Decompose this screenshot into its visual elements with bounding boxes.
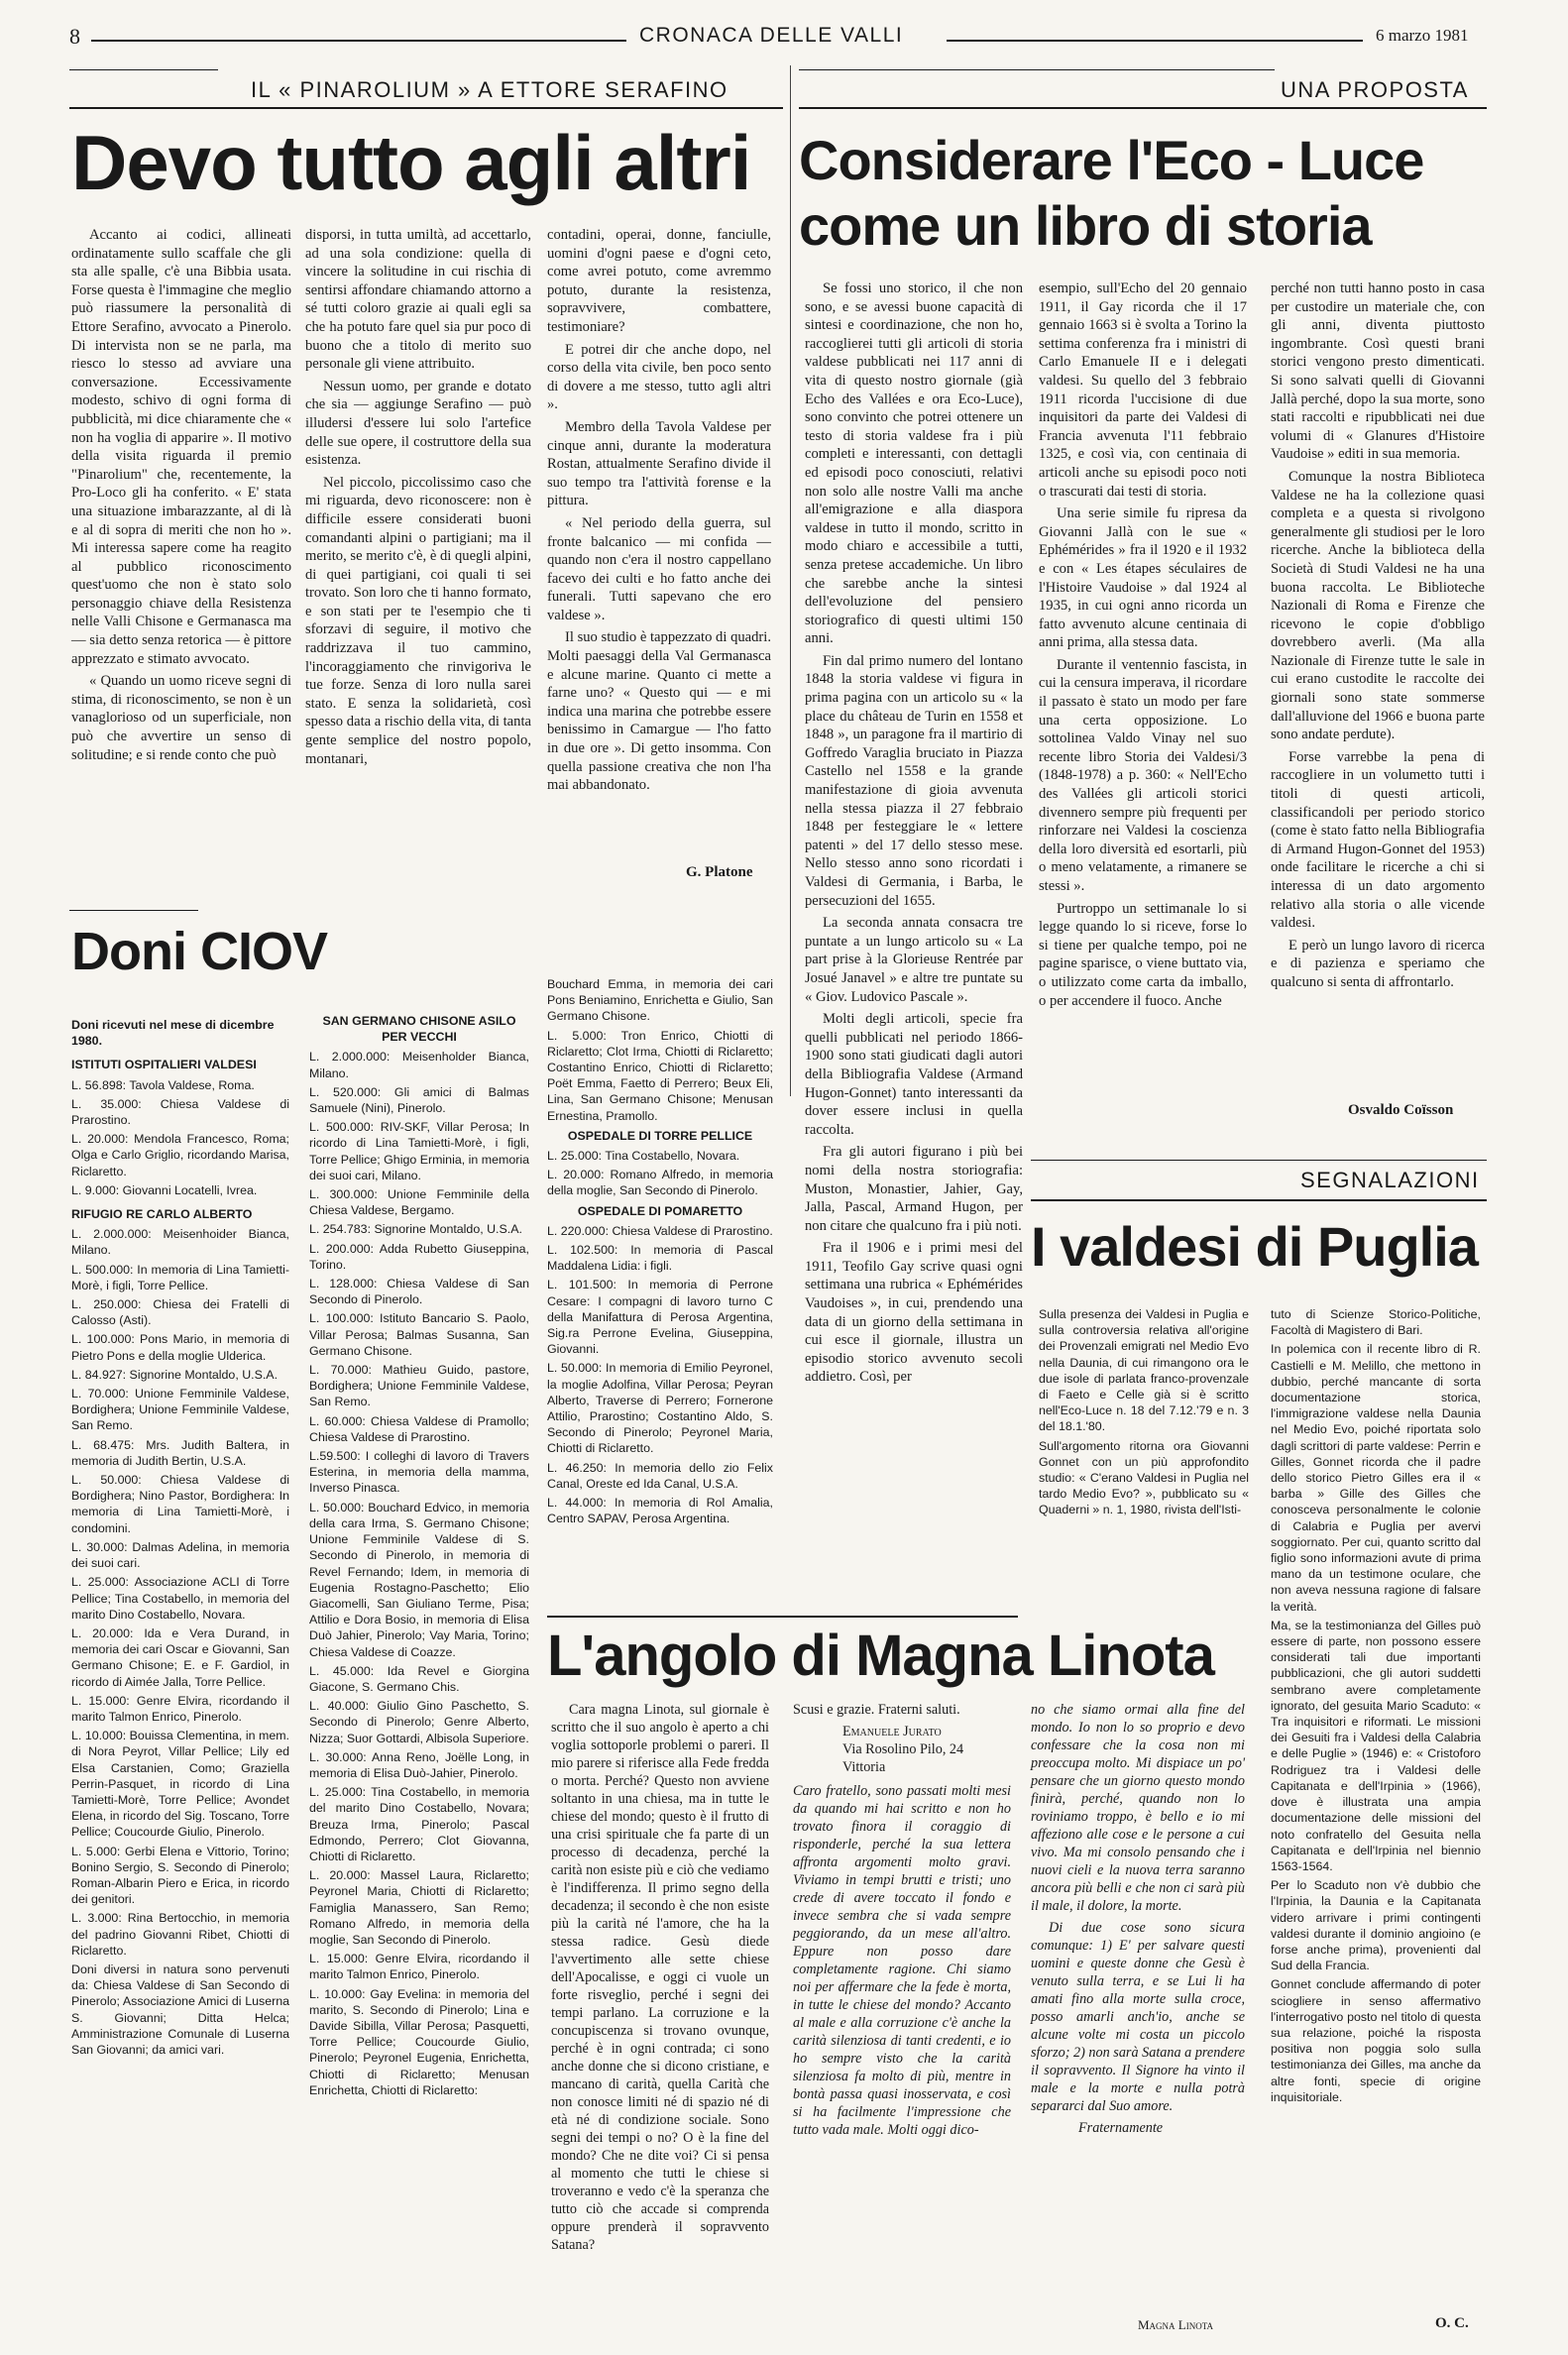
a3-column-3 (547, 976, 773, 1621)
donation-entry: L. 15.000: Genre Elvira, ricordando il marito Talmon Enrico, Pinerolo. (309, 1952, 529, 1982)
header-rule-left (91, 40, 626, 42)
a4-c1-p1: Sulla presenza dei Valdesi in Puglia e sulla controversia relativa all'origine dei Provenzali emigrati nel Medio Evo nella Daunia, di cui rimangono ora le due isole di parlata franco-provenzale di Faeto e Celle già si è scritto nell'Eco-Luce n. 18 del 7.12.'79 e n. 3 del 18.1.'80. (1039, 1307, 1249, 1434)
donation-entry: L. 40.000: Giulio Gino Paschetto, S. Secondo di Pinerolo; Genre Alberto, Nizza; Suor Gottardi, Albisola Superiore. (309, 1699, 529, 1745)
donation-entry: L. 20.000: Massel Laura, Riclaretto; Peyronel Maria, Chiotti di Riclaretto; Famiglia Manassero, San Remo; Romano Alfredo, in memoria della moglie, San Secondo di Pinerolo. (309, 1868, 529, 1947)
donation-entry: L. 25.000: Associazione ACLI di Torre Pellice; Tina Costabello, in memoria del marito Dino Costabello, Novara. (71, 1575, 289, 1622)
a1-column-1 (71, 226, 291, 905)
donation-entry: L. 35.000: Chiesa Valdese di Prarostino. (71, 1096, 289, 1128)
donation-entry: L. 5.000: Gerbi Elena e Vittorio, Torino; Bonino Sergio, S. Secondo di Pinerolo; Roman-Albarin Piero e Erica, in ricordo dei genitori. (71, 1844, 289, 1907)
a2-column-2 (1039, 280, 1247, 1132)
a2-c2-p1: esempio, sull'Echo del 20 gennaio 1911, il Gay ricorda che il 17 gennaio 1663 si è svolta a Torino la settima conferenza fra i ministri di Carlo Emanuele II e i delegati valdesi. Su quello del 3 febbraio 1911 ricorda l'uccisione di due inquisitori da parte dei Valdesi di Francia avvenuta l'11 febbraio 1325, e così via, con centinaia di articoli anche su episodi poco noti o trascurati dai testi di storia. (1039, 280, 1247, 500)
a2-headline-line2: come un libro di storia (799, 194, 1372, 257)
a5-c1-p1: Cara magna Linota, sul giornale è scritto che il suo angolo è aperto a chi voglia sottoporle problemi o pareri. Il mio parere si riferisce alla Fede fredda o morta. Perché? Questo non avviene soltanto in una chiesa, ma in tutte le chiese del mondo; questo è il frutto di una crisi spirituale che fa parte di un processo di decadenza, perché la carità non esiste più e ciò che vediamo è l'indifferenza. Il primo segno della decadenza; il secondo è che non esiste più la carità né l'amore, che ha la stessa radice. Gesù diede l'avvertimento alle sette chiese dell'Apocalisse, e oggi ci vuole un forte risveglio, perché i segni dei tempi parlano. La corruzione e la concupiscenza si trovano ovunque, perché è in ogni contrada; ci sono anche donne che si dicono cristiane, e mancano di carità, quella Carità che non conosce limiti né di spazio né di età né di condizione sociale. Sono segni dei tempi o no? O è la fine del mondo? Che ne dite voi? Ci si pensa al momento che tutti le chiese si troveranno e vedo c'è la speranza che tutto ciò che accade si comprenda oppure prenderà il sopravvento Satana? (551, 1702, 769, 2253)
donation-entry: Doni diversi in natura sono pervenuti da: Chiesa Valdese di San Secondo di Pinerolo; Associazione Amici di Luserna S. Giovanni; Ditta Helca; Amministrazione Comunale di Luserna San Giovanni; da amici vari. (71, 1962, 289, 2057)
a4-c1-p2: Sull'argomento ritorna ora Giovanni Gonnet con un più approfondito studio: « C'erano Valdesi in Puglia nel tardo Medio Evo? », pubblicato su « Quaderni » n. 1, 1980, rivista dell'Isti- (1039, 1438, 1249, 1517)
donation-entry: L. 520.000: Gli amici di Balmas Samuele (Nini), Pinerolo. (309, 1084, 529, 1116)
a4-kicker: SEGNALAZIONI (1300, 1168, 1480, 1192)
a1-c2-p2: Nessun uomo, per grande e dotato che sia — aggiunge Serafino — può illudersi d'essere lui solo l'artefice delle sue opere, il costruttore della sua esistenza. (305, 378, 531, 469)
a4-c2-p1: tuto di Scienze Storico-Politiche, Facoltà di Magistero di Bari. (1271, 1307, 1481, 1338)
donation-entry: L. 2.000.000: Meisenhoider Bianca, Milano. (71, 1227, 289, 1258)
a3-top-rule (69, 910, 198, 911)
a1-c1-p1: Accanto ai codici, allineati ordinatamente sullo scaffale che gli sta alle spalle, c'è una Bibbia usata. Forse questa è l'immagine che meglio può riassumere la personalità di Ettore Serafino, avvocato a Pinerolo. Di intervista non se ne parla, ma riesco lo stesso ad avviare una conversazione. Eccessivamente modesto, schivo di ogni forma di pubblicità, mi dice chiaramente che « non ha voglia di apparire ». Il motivo della visita riguarda il premio "Pinarolium" che, recentemente, la Pro-Loco gli ha conferito. « E' stata una situazione imbarazzante, al di là e al di sopra di meriti che non ho ». Mi interessa sapere come ha reagito al pubblico riconoscimento quest'uomo che non è stato solo personaggio chiave della Resistenza nelle Valli Chisone e Germanasca ma — sia detto senza retorica — è pittore apprezzato e stimato avvocato. (71, 227, 291, 667)
donation-entry: L. 100.000: Pons Mario, in memoria di Pietro Pons e della moglie Ulderica. (71, 1332, 289, 1363)
a4-c2-p3: Ma, se la testimonianza del Gilles può essere di parte, non possono essere considerati tali due importanti pubblicazioni, che gli autori suddetti sembrano avere completamente ignorato, del gesuita Mario Scaduto: « Tra inquisitori e riformati. Le missioni dei Gesuiti fra i Valdesi della Calabria e delle Puglie » (1946) e: « Cristoforo Rodriguez tra i Valdesi delle Capitanata e dell'Irpinia » (1966), dove è illustrata una ampia documentazione delle missioni del noto confratello del Gesuita nella Capitanata e dell'Irpinia nel biennio 1563-1564. (1271, 1618, 1481, 1873)
donation-entry: L. 10.000: Gay Evelina: in memoria del marito, S. Secondo di Pinerolo; Lina e Davide Sibilla, Villar Perosa; Pasquetti, Torre Pellice; Coucourde Giulio, Pinerolo; Peyronel Eugenia, Enrichetta, Chiotti di Riclaretto; Menusan Enrichetta, Chiotti di Riclaretto: (309, 1986, 529, 2097)
a5-c3-p3: Fraternamente (1078, 2120, 1164, 2136)
a2-headline-line1: Considerare l'Eco - Luce (799, 129, 1424, 191)
a5-headline: L'angolo di Magna Linota (547, 1624, 1214, 1688)
a5-author-address1: Via Rosolino Pilo, 24 (842, 1741, 964, 1757)
a2-column-1 (805, 280, 1023, 1386)
a4-c2-p5: Gonnet conclude affermando di poter sciogliere in senso affermativo l'interrogativo posto nel titolo di questa sua relazione, poiché la risposta positiva non poggia solo sulla testimonianza dei Gilles, ma anche da altre fonti, specie di origine inquisitoriale. (1271, 1977, 1481, 2104)
donation-entry: L. 2.000.000: Meisenholder Bianca, Milano. (309, 1050, 529, 1080)
page-number: 8 (69, 24, 80, 49)
donation-section-heading: ISTITUTI OSPITALIERI VALDESI (71, 1058, 257, 1072)
a4-c2-p2: In polemica con il recente libro di R. Castielli e M. Melillo, che mettono in dubbio, perché mancante di sorta documentazione storica, l'immigrazione valdese nella Daunia nel Medio Evo, poiché riportata solo dagli scrittori di parte valdese: Perrin e Gilles, Gonnet ricorda che il padre dello storico Pietro Gilles era il « barba » Gille des Gilles che conosceva personalmente le colonie di Calabria e Puglia per avervi soggiornato. Per cui, quanto scritto dal figlio sono informazioni avute di prima mano da un testimone oculare, che non aveva nessuna ragione di falsare la verità. (1271, 1342, 1481, 1614)
a4-kicker-rule (1031, 1199, 1487, 1201)
a5-author-address2: Vittoria (842, 1759, 886, 1775)
a2-c1-p5: Fra gli autori figurano i più bei nomi della nostra storiografia: Muston, Monastier, Jahier, Gay, Jalla, Pascal, Armand Hugon, per non citare che qualcuno fra i più noti. (805, 1144, 1023, 1234)
a2-c3-p1: perché non tutti hanno posto in casa per custodire un materiale che, con gli anni, diventa piuttosto ingombrante. Così questi brani storici vengono presto dimenticati. Si sono salvati quelli di Giovanni Jallà perché, dopo la sua morte, sono stati raccolti e ripubblicati nei due volumi di « Glanures d'Histoire Vaudoise » editi in sua memoria. (1271, 280, 1485, 463)
donation-entry: L. 500.000: RIV-SKF, Villar Perosa; In ricordo di Lina Tamietti-Morè, i figli, Torre Pellice; Ghigo Erminia, in memoria dei suoi cari, Milano. (309, 1120, 529, 1182)
a5-column-1 (551, 1701, 769, 2335)
a2-kicker-rule (799, 107, 1487, 109)
donation-entry: L. 25.000: Tina Costabello, in memoria del marito Dino Costabello, Novara; Breuza Irma, Pinerolo; Pascal Edmondo, Perrero; Clot Giovanna, Chiotti di Riclaretto. (309, 1785, 529, 1863)
a1-top-rule (69, 69, 218, 70)
a5-c3-p1: no che siamo ormai alla fine del mondo. Io non lo so proprio e devo confessare che la cosa non mi preoccupa molto. Mi dispiace un po' pensare che un giorno questo mondo finirà, perché, quando non lo roviniamo troppo, è bello e io mi affeziono alle cose e le persone a cui vivo. Ma mi consolo pensando che i nuovi cieli e la nuova terra saranno ancora più belli e che non ci sarà più il male, il dolore, la morte. (1031, 1702, 1245, 1914)
issue-date: 6 marzo 1981 (1376, 26, 1469, 45)
a2-column-3 (1271, 280, 1485, 1096)
donation-section-heading: Doni ricevuti nel mese di dicembre 1980. (71, 1018, 275, 1049)
a2-c2-p3: Durante il ventennio fascista, in cui la censura imperava, il ricordare il passato è stato un modo per fare una certa opposizione. Lo sottolinea Valdo Vinay nel suo recente libro Storia dei Valdesi/3 (1848-1978) a p. 360: « Nell'Echo des Vallées gli articoli storici divennero sempre più frequenti per rinforzare nei Valdesi la coscienza della loro diversità ed esortarli, più o meno velatamente, a rimanere se stessi ». (1039, 656, 1247, 894)
donation-entry: L. 102.500: In memoria di Pascal Maddalena Lidia: i figli. (547, 1243, 773, 1274)
donation-entry: L. 50.000: In memoria di Emilio Peyronel, la moglie Adolfina, Villar Perosa; Peyran Alberto, Traverse di Perrero; Fornerone Attilio, Prarostino; Costantino Aldo, S. Secondo di Pinerolo; Peyronel Maria, Chiotti di Riclaretto. (547, 1361, 773, 1456)
donation-entry: L. 200.000: Adda Rubetto Giuseppina, Torino. (309, 1241, 529, 1272)
a2-c3-p4: E però un lungo lavoro di ricerca e di pazienza e speriamo che qualcuno si senta di affrontarlo. (1271, 937, 1485, 990)
a2-c1-p2: Fin dal primo numero del lontano 1848 la storia valdese vi figura in prima pagina con un articolo su « la place du château de Turin en 1558 et 1848 », un paragone fra il martirio di Goffredo Varaglia bruciato in Piazza Castello nel 1558 e la grande manifestazione di gioia avvenuta nella stessa piazza il 27 febbraio 1848 per festeggiare le « lettere patenti » del 17 dello stesso mese. Nello stesso anno sono ricordati i Valdesi di Germania, i Barba, le persecuzioni del 1655. (805, 652, 1023, 909)
a5-column-2 (793, 1701, 1011, 2335)
header-rule-right (947, 40, 1363, 42)
a1-kicker-rule (69, 107, 783, 109)
a4-signature: O. C. (1435, 2315, 1469, 2331)
donation-entry: L. 100.000: Istituto Bancario S. Paolo, Villar Perosa; Balmas Susanna, San Germano Chisone. (309, 1311, 529, 1358)
a4-column-2 (1271, 1306, 1481, 2307)
a2-c3-p2: Comunque la nostra Biblioteca Valdese ne ha la collezione quasi completa e a questa si rivolgono generalmente gli studiosi per le loro ricerche. Anche la biblioteca della Società di Studi Valdesi ne ha una buona raccolta. Le Biblioteche Nazionali di Roma e Firenze che ricevono le copie d'obbligo dovrebbero averli. (Ma alla Nazionale di Firenze tutte le sale in cui erano custodite le raccolte dei giornali sono state sommerse dall'alluvione del 1966 e buona parte sono andate perdute). (1271, 468, 1485, 743)
a2-c3-p3: Forse varrebbe la pena di raccogliere in un volumetto tutti i titoli di questi articoli, classificandoli per periodo storico (come è stato fatto nella Bibliografia di Armand Hugon-Gonnet del 1953) onde facilitare le ricerche a chi si interessa di un dato argomento relativo alla storia o alle vicende valdesi. (1271, 748, 1485, 932)
donation-entry: L. 60.000: Chiesa Valdese di Pramollo; Chiesa Valdese di Prarostino. (309, 1413, 529, 1444)
a1-c1-p2: « Quando un uomo riceve segni di stima, di riconoscimento, se non è un vanaglorioso od un superficiale, non può che avvertire un senso di solitudine; e si rende conto che può (71, 673, 291, 763)
donation-entry: L. 500.000: In memoria di Lina Tamietti-Morè, i figli, Torre Pellice. (71, 1262, 289, 1292)
a1-c2-p3: Nel piccolo, piccolissimo caso che mi riguarda, devo riconoscere: non è difficile essere considerati buoni comandanti alpini o partigiani; ma il merito, se merito c'è, è di quegli alpini, di quei partigiani, coi quali ti sei trovato. Son loro che ti hanno formato, e son stati per te l'esempio che ti sforzavi di seguire, il motivo che raddrizzava il tuo cammino, l'incoraggiamento che rinvigoriva le tue forze. Senza di loro nulla sarei stato. E senza la solidarietà, così spesso data a rischio della vita, di tanta gente semplice del nostro popolo, montanari, (305, 474, 531, 767)
a3-headline: Doni CIOV (71, 922, 327, 981)
a5-signature: Magna Linota (1138, 2317, 1214, 2332)
donation-entry: L. 25.000: Tina Costabello, Novara. (547, 1149, 740, 1164)
donation-entry: L. 5.000: Tron Enrico, Chiotti di Riclaretto; Clot Irma, Chiotti di Riclaretto; Costantino Enrico, Chiotti di Riclaretto; Poët Emma, Faetto di Perrero; Beux Eli, Lina, San Germano Chisone; Menusan Ernestina, Pramollo. (547, 1028, 773, 1123)
a2-c1-p1: Se fossi uno storico, il che non sono, e se avessi buone capacità di sintesi e coordinazione, che non ho, raccoglierei tutti gli articoli di storia valdese pubblicati nei 117 anni di vita di questo nostro giornale (già Echo des Vallées e ora Eco-Luce), sono convinto che potrei ottenere un testo di storia valdese fra i più completi e interessanti, con dettagli ed episodi poco conosciuti, relativi non solo alle nostre Valli ma anche all'emigrazione e alla diaspora valdese in tutto il mondo, scritto in modo chiaro e accessibile a tutti, senza pretese accademiche. Un libro che sarebbe anche la sintesi dell'evoluzione del pensiero storiografico di questi ultimi 150 anni. (805, 280, 1023, 647)
a5-c3-p2: Di due cose sono sicura comunque: 1) E' per salvare questi uomini e queste donne che Gesù è venuto sulla terra, e se Lui li ha amati fino alla morte sulla croce, posso amarli anch'io, anche se alcune volte mi costa un piccolo sforzo; 2) non sarà Satana a prendere il sopravvento. Il Signore ha vinto il male e la morte e nulla potrà separarci dal Suo amore. (1031, 1920, 1245, 2114)
donation-entry: L. 20.000: Romano Alfredo, in memoria della moglie, San Secondo di Pinerolo. (547, 1168, 773, 1198)
donation-entry: L. 254.783: Signorine Montaldo, U.S.A. (309, 1222, 522, 1237)
a5-author-name: Emanuele Jurato (842, 1724, 942, 1739)
donation-section-heading: RIFUGIO RE CARLO ALBERTO (71, 1207, 253, 1222)
donation-entry: L. 30.000: Dalmas Adelina, in memoria dei suoi cari. (71, 1539, 289, 1571)
donation-entry: L. 56.898: Tavola Valdese, Roma. (71, 1077, 255, 1092)
a1-c3-p1: contadini, operai, donne, fanciulle, uomini d'ogni paese e d'ogni ceto, come avrei potuto, come avremmo potuto, durante la resistenza, sopravvivere, combattere, testimoniare? (547, 227, 771, 335)
a4-top-rule (1031, 1160, 1487, 1161)
a2-c1-p3: La seconda annata consacra tre puntate a un lungo articolo su « La part prise à la Glorieuse Rentrée par Josué Janavel » e altre tre puntate su « Giov. Ludovico Pascale ». (805, 915, 1023, 1005)
a1-c3-p4: « Nel periodo della guerra, sul fronte balcanico — mi confida — quando non c'era il nostro cappellano facevo dei culti e ho fatto anche dei funerali. Tutti sapevano che ero valdese ». (547, 514, 771, 623)
donation-entry: L. 70.000: Mathieu Guido, pastore, Bordighera; Unione Femminile Valdese, San Remo. (309, 1363, 529, 1409)
a2-signature: Osvaldo Coïsson (1348, 1102, 1454, 1118)
a1-headline: Devo tutto agli altri (71, 119, 751, 206)
donation-entry: L. 68.475: Mrs. Judith Baltera, in memoria di Judith Bertin, U.S.A. (71, 1437, 289, 1468)
a4-column-1 (1039, 1306, 1249, 1614)
a4-c2-p4: Per lo Scaduto non v'è dubbio che l'Irpinia, la Daunia e la Capitanata videro arrivare i primi contingenti valdesi durante il dominio angioino (e forse anche prima), provenienti dal Sud della Francia. (1271, 1878, 1481, 1973)
donation-section-heading: OSPEDALE DI POMARETTO (577, 1203, 743, 1218)
donation-entry: L. 101.500: In memoria di Perrone Cesare: I compagni di lavoro turno C della Manifattura di Perosa Argentina, Sig.ra Perrone Evelina, Giuseppina, Giovanni. (547, 1278, 773, 1357)
a2-top-rule (799, 69, 1275, 70)
donation-entry: L. 300.000: Unione Femminile della Chiesa Valdese, Bergamo. (309, 1187, 529, 1218)
donation-entry: L. 30.000: Anna Reno, Joëlle Long, in memoria di Elisa Duò-Jahier, Pinerolo. (309, 1749, 529, 1780)
a1-c3-p3: Membro della Tavola Valdese per cinque anni, durante la moderatura Rostan, attualmente Serafino divide il suo tempo tra l'attività forense e la pittura. (547, 418, 771, 509)
donation-entry: L. 128.000: Chiesa Valdese di San Secondo di Pinerolo. (309, 1277, 529, 1307)
a2-c1-p6: Fra il 1906 e i primi mesi del 1911, Teofilo Gay scrive quasi ogni settimana una rubrica « Ephémérides Vaudoises », in cui, prendendo una data di un giorno della settimana in cui esce il giornale, illustra un episodio storico avvenuto secoli addietro. Così, per (805, 1240, 1023, 1386)
a5-top-rule (547, 1616, 1018, 1618)
donation-entry: L. 220.000: Chiesa Valdese di Prarostino. (547, 1223, 773, 1238)
donation-entry: Bouchard Emma, in memoria dei cari Pons Beniamino, Enrichetta e Giulio, San Germano Chisone. (547, 977, 773, 1024)
donation-entry: L. 46.250: In memoria dello zio Felix Canal, Oreste ed Ida Canal, U.S.A. (547, 1460, 773, 1491)
donation-section-heading: SAN GERMANO CHISONE ASILO PER VECCHI (322, 1014, 516, 1045)
donation-entry: L. 250.000: Chiesa dei Fratelli di Calosso (Asti). (71, 1297, 289, 1328)
a5-c2-p1: Scusi e grazie. Fraterni saluti. (793, 1702, 960, 1718)
a2-kicker: UNA PROPOSTA (1281, 77, 1469, 102)
donation-entry: L. 45.000: Ida Revel e Giorgina Giacone, S. Germano Chis. (309, 1663, 529, 1694)
donation-entry: L. 70.000: Unione Femminile Valdese, Bordighera; Unione Femminile Valdese, San Remo. (71, 1387, 289, 1433)
donation-entry: L. 15.000: Genre Elvira, ricordando il marito Talmon Enrico, Pinerolo. (71, 1693, 289, 1724)
a4-headline: I valdesi di Puglia (1031, 1215, 1478, 1278)
donation-entry: L. 3.000: Rina Bertocchio, in memoria del padrino Giovanni Ribet, Chiotti di Riclaretto. (71, 1911, 289, 1958)
a5-c2-p2: Caro fratello, sono passati molti mesi da quando mi hai scritto e non ho trovato finora il coraggio di risponderle, perché la sua lettera affronta argomenti molto gravi. Viviamo in tempi brutti e tristi; uno crede di avere toccato il fondo e invece sembra che si vada sempre peggiorando, da un mese all'altro. Eppure non posso dare completamente ragione. Chi siamo noi per affermare che la fede è morta, in tutte le chiese del mondo? Accanto al male e alla corruzione c'è anche la carità silenziosa di tanti credenti, e io ho sempre visto che la carità silenziosa fa molto di più, mentre in bontà passa quasi inosservata, e così si ha facilmente l'impressione che tutto vada male. Molti oggi dico- (793, 1783, 1011, 2138)
a1-signature: G. Platone (686, 864, 753, 880)
donation-entry: L. 20.000: Ida e Vera Durand, in memoria dei cari Oscar e Giovanni, San Germano Chisone; E. e F. Gardiol, in ricordo di Aimée Jalla, Torre Pellice. (71, 1626, 289, 1689)
a5-column-3 (1031, 1701, 1245, 2315)
donation-entry: L. 84.927: Signorine Montaldo, U.S.A. (71, 1367, 279, 1382)
donation-section-heading: OSPEDALE DI TORRE PELLICE (567, 1128, 753, 1143)
donation-entry: L. 9.000: Giovanni Locatelli, Ivrea. (71, 1182, 258, 1197)
a3-column-2 (309, 1009, 529, 2342)
a2-c2-p2: Una serie simile fu ripresa da Giovanni Jallà con le sue « Ephémérides » fra il 1920 e il 1932 e con « Les étapes séculaires de l'Histoire Vaudoise » dal 1924 al 1935, in cui ogni anno ricorda un fatto avvenuto alcune centinaia di anni prima, alla stessa data. (1039, 505, 1247, 651)
donation-entry: L. 50.000: Chiesa Valdese di Bordighera; Nino Pastor, Bordighera: In memoria di Lina Tamietti-Morè, i condomini. (71, 1473, 289, 1535)
donation-entry: L. 50.000: Bouchard Edvico, in memoria della cara Irma, S. Germano Chisone; Unione Femminile Valdese di S. Secondo di Pinerolo, in memoria di Revel Fernando; Idem, in memoria di Eugenia Rostagno-Paschetto; Elio Giacomelli, San Giuliano Terme, Pisa; Attilio e Dora Bosio, in memoria di Elisa Duò Jahier, Pinerolo; Vay Maria, Torino; Chiesa Valdese di Coazze. (309, 1500, 529, 1659)
a1-c3-p5: Il suo studio è tappezzato di quadri. Molti paesaggi della Val Germanasca e alcune marine. Quanto ci mette a farne uno? « Questo qui — e mi indica una marina che potrebbe essere benissimo in Camargue — l'ho fatto in due ore ». Di getto insomma. Con quella passione creativa che non l'ha mai abbandonato. (547, 629, 771, 794)
donation-entry: L.59.500: I colleghi di lavoro di Travers Esterina, in memoria della mamma, Inverso Pinasca. (309, 1449, 529, 1496)
a1-column-3 (547, 226, 771, 860)
a1-c2-p1: disporsi, in tutta umiltà, ad accettarlo, ad una sola condizione: quella di vincere la solitudine in cui rischia di sentirsi affondare chiamando attorno a sé tutti coloro grazie ai quali egli sa che ha potuto fare quel sia pur poco di buono che a titolo di merito suo personale gli viene attribuito. (305, 227, 531, 373)
a1-kicker: IL « PINAROLIUM » A ETTORE SERAFINO (251, 77, 728, 102)
donation-entry: L. 44.000: In memoria di Rol Amalia, Centro SAPAV, Perosa Argentina. (547, 1496, 773, 1526)
a1-c3-p2: E potrei dir che anche dopo, nel corso della vita civile, ben poco sento di dovere a me stesso, tutto agli altri ». (547, 341, 771, 413)
a2-c2-p4: Purtroppo un settimanale lo si legge quando lo si riceve, forse lo si tiene per qualche tempo, poi ne pagine sparisce, o viene buttato via, o utilizzato come carta da imballo, o per accendere il fuoco. Anche (1039, 900, 1247, 1009)
a1-column-2 (305, 226, 531, 905)
donation-entry: L. 20.000: Mendola Francesco, Roma; Olga e Carlo Griglio, ricordando Marisa, Riclaretto. (71, 1132, 289, 1178)
center-vertical-rule (790, 65, 791, 1096)
donation-entry: L. 10.000: Bouissa Clementina, in mem. di Nora Peyrot, Villar Pellice; Lily ed Elsa Carstanien, Como; Graziella Perrin-Pasquet, in ricordo di Lina Tamietti-Morè, Torre Pellice; Avondet Elena, in ricordo del Sig. Toscano, Torre Pellice; Coucourde Giulio, Pinerolo. (71, 1729, 289, 1840)
a3-column-1 (71, 1009, 289, 2342)
masthead: CRONACA DELLE VALLI (639, 24, 904, 47)
a2-c1-p4: Molti degli articoli, specie fra quelli pubblicati nel periodo 1866-1900 sono stati giudicati dagli autori della Bibliografia Valdese (Armand Hugon-Gonnet) tanto interessanti da dover essere inclusi in quella raccolta. (805, 1011, 1023, 1138)
